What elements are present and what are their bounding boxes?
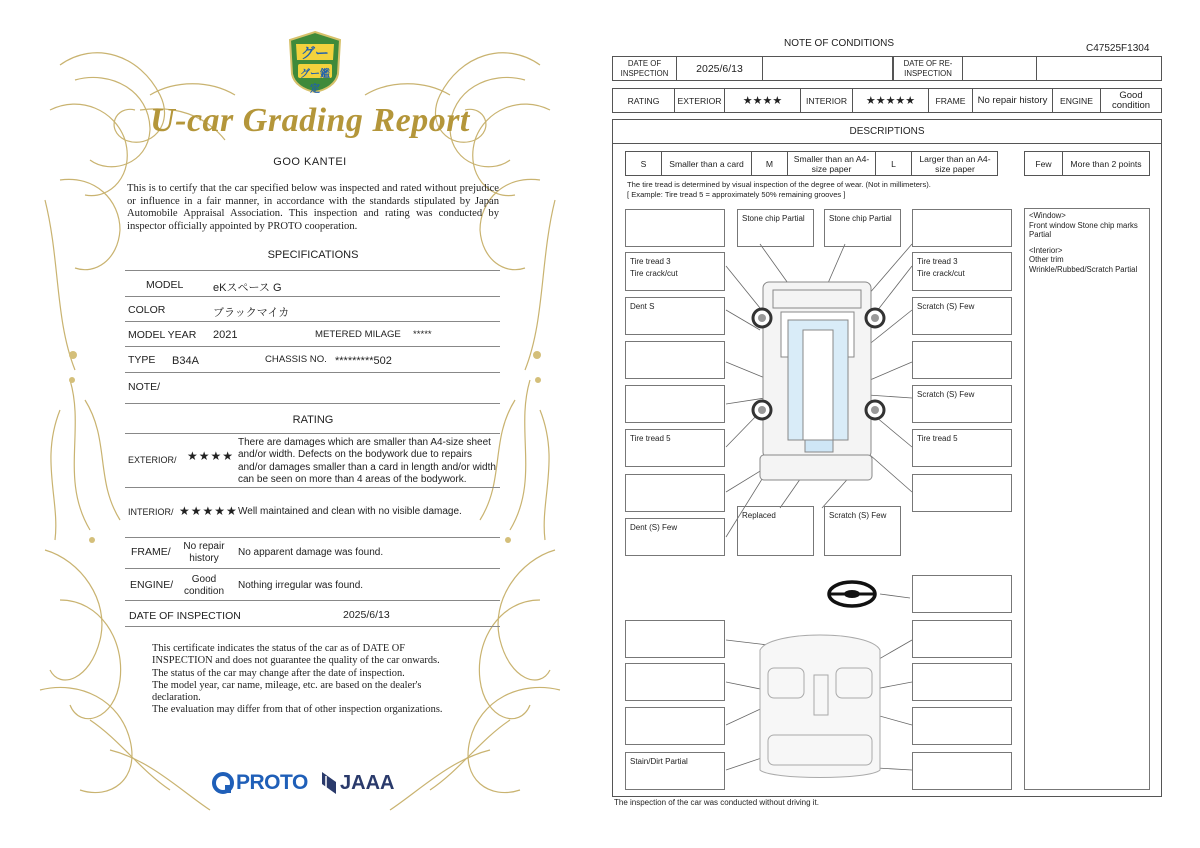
interior-description: Well maintained and clean with no visible damage. (238, 506, 462, 517)
divider (125, 433, 500, 434)
interior-label: INTERIOR/ (128, 507, 174, 517)
model-value: eKスペース G (213, 282, 282, 294)
few-label: Few (1025, 152, 1063, 175)
frame-label: FRAME/ (131, 546, 171, 558)
engine-value: Good condition (183, 574, 225, 597)
damage-panel (625, 474, 725, 512)
interior-panel (625, 707, 725, 745)
exterior-label: EXTERIOR/ (128, 455, 177, 465)
frame-label: FRAME (929, 89, 973, 112)
damage-panel: Scratch (S) Few (824, 506, 901, 556)
jaaa-logo-mark (320, 770, 338, 796)
model-year-value: 2021 (213, 329, 238, 341)
legend-code-l: L (876, 152, 912, 175)
damage-panel (625, 341, 725, 379)
disclaimer-line: declaration. (152, 692, 201, 704)
exterior-stars: ★★★★ (725, 89, 801, 112)
legend-text-l: Larger than an A4-size paper (919, 153, 991, 174)
model-year-label: MODEL YEAR (128, 329, 197, 341)
remarks-panel (1024, 208, 1150, 790)
disclaimer-line: INSPECTION and does not guarantee the quality of the car onwards. (152, 655, 440, 667)
divider (125, 487, 500, 488)
interior-remarks: <Interior> Other trim Wrinkle/Rubbed/Scratch Partial (1029, 245, 1138, 274)
chassis-label: CHASSIS NO. (265, 354, 327, 365)
window-remarks: <Window> Front window Stone chip marks Partial (1029, 211, 1138, 240)
interior-label: INTERIOR (801, 89, 853, 112)
date-of-inspection-value: 2025/6/13 (343, 609, 390, 621)
sheet-title: NOTE OF CONDITIONS (784, 38, 894, 49)
damage-panel (625, 385, 725, 423)
sheet-code: C47525F1304 (1086, 43, 1150, 54)
damage-panel: Tire tread 3 Tire crack/cut (912, 252, 1012, 291)
interior-panel: Stain/Dirt Partial (625, 752, 725, 790)
damage-panel: Stone chip Partial (824, 209, 901, 247)
certificate-disclaimer (152, 643, 482, 717)
report-subtitle: GOO KANTEI (273, 156, 347, 168)
metered-mileage-value: ***** (413, 329, 432, 340)
disclaimer-line: The model year, car name, mileage, etc. are based on the dealer's (152, 679, 422, 691)
divider (125, 626, 500, 627)
tread-example: [ Example: Tire tread 5 = approximately 50% remaining grooves ] (627, 190, 846, 199)
disclaimer-line: The evaluation may differ from that of other inspection organizations. (152, 704, 443, 716)
metered-mileage-label: METERED MILAGE (315, 329, 401, 340)
engine-label: ENGINE/ (130, 579, 174, 591)
note-label: NOTE/ (128, 381, 161, 393)
interior-panel (625, 663, 725, 701)
color-value: ブラックマイカ (213, 307, 290, 319)
jaaa-logo: JAAA (340, 772, 395, 794)
tread-note: The tire tread is determined by visual inspection of the degree of wear. (Not in millimeters). (627, 180, 931, 189)
badge-text: グー鑑定 (300, 69, 330, 95)
frame-value: No repair history (973, 89, 1053, 112)
date-of-inspection-label: DATE OF INSPECTION (613, 57, 677, 80)
interior-panel (912, 575, 1012, 613)
damage-panel: Tire tread 5 (625, 429, 725, 467)
reinspection-label: DATE OF RE-INSPECTION (893, 57, 963, 80)
exterior-label: EXTERIOR (675, 89, 725, 112)
damage-panel: Stone chip Partial (737, 209, 814, 247)
frame-value: No repair history (183, 541, 225, 564)
divider (125, 403, 500, 404)
divider (125, 296, 500, 297)
proto-logo: PROTO (236, 771, 308, 794)
divider (125, 600, 500, 601)
divider (125, 321, 500, 322)
interior-stars: ★★★★★ (179, 504, 238, 518)
interior-panel (912, 620, 1012, 658)
engine-description: Nothing irregular was found. (238, 580, 364, 591)
interior-stars: ★★★★★ (853, 89, 929, 112)
interior-panel (912, 707, 1012, 745)
descriptions-heading: DESCRIPTIONS (612, 119, 1162, 144)
goo-kantei-badge (286, 30, 344, 94)
legend-code-m: M (752, 152, 788, 175)
rating-heading: RATING (292, 414, 334, 426)
exterior-stars: ★★★★ (187, 449, 235, 463)
damage-panel: Dent (S) Few (625, 518, 725, 556)
divider (125, 346, 500, 347)
date-of-inspection-value: 2025/6/13 (677, 57, 763, 80)
rating-label: RATING (613, 89, 675, 112)
damage-panel: Scratch (S) Few (912, 385, 1012, 423)
date-of-inspection-label: DATE OF INSPECTION (129, 610, 241, 622)
legend-text-s: Smaller than a card (662, 152, 752, 175)
sheet-footer: The inspection of the car was conducted without driving it. (614, 798, 819, 807)
type-label: TYPE (128, 354, 156, 366)
damage-panel (912, 341, 1012, 379)
damage-panel: Replaced (737, 506, 814, 556)
color-label: COLOR (128, 304, 166, 316)
disclaimer-line: This certificate indicates the status of the car as of DATE OF (152, 643, 406, 654)
interior-panel (912, 663, 1012, 701)
interior-panel (625, 620, 725, 658)
svg-text:グー: グー (301, 45, 329, 61)
divider (125, 568, 500, 569)
few-text: More than 2 points (1070, 158, 1142, 169)
report-title: U-car Grading Report (150, 102, 470, 139)
specifications-heading: SPECIFICATIONS (267, 249, 359, 261)
engine-value: Good condition (1111, 89, 1151, 111)
divider (125, 372, 500, 373)
damage-panel: Scratch (S) Few (912, 297, 1012, 335)
frame-description: No apparent damage was found. (238, 547, 384, 558)
legend-text-m: Smaller than an A4-size paper (788, 152, 876, 175)
divider (125, 270, 500, 271)
model-label: MODEL (146, 279, 184, 291)
damage-panel (625, 209, 725, 247)
legend-code-s: S (626, 152, 662, 175)
exterior-description: There are damages which are smaller than A4-size sheet and/or width. Defects on the bodywork due to repairs and/or damages smaller than a card in length and/or width can be seen on more than 4 areas of the bodywork. (238, 437, 496, 486)
damage-panel: Tire tread 3 Tire crack/cut (625, 252, 725, 291)
note-of-conditions-sheet (600, 0, 1200, 848)
divider (125, 537, 500, 538)
proto-logo-mark (211, 771, 235, 795)
certification-statement: This is to certify that the car specified below was inspected and rated without prejudice or influence in a fair manner, in accordance with the standards stipulated by Japan Automobile Appraisal Association. This inspection and rating was conducted by inspector officially appointed by PROTO cooperation. (127, 183, 499, 232)
engine-label: ENGINE (1053, 89, 1101, 112)
damage-panel: Dent S (625, 297, 725, 335)
damage-panel (912, 209, 1012, 247)
type-value: B34A (172, 355, 199, 367)
disclaimer-line: The status of the car may change after the date of inspection. (152, 667, 405, 679)
interior-panel (912, 752, 1012, 790)
chassis-value: *********502 (335, 355, 392, 367)
damage-panel (912, 474, 1012, 512)
damage-panel: Tire tread 5 (912, 429, 1012, 467)
